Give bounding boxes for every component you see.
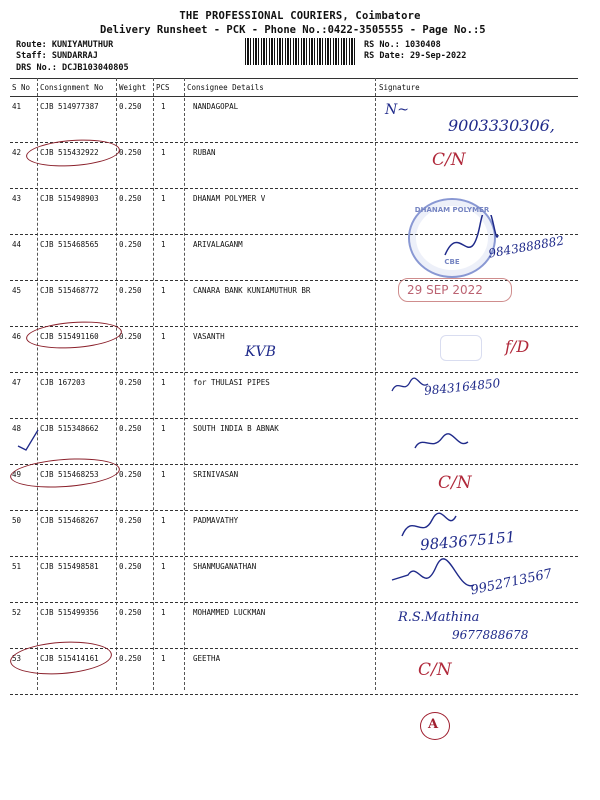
col-weight: Weight (119, 83, 147, 92)
row-weight: 0.250 (119, 516, 142, 525)
row-pcs: 1 (161, 608, 166, 617)
row-consignment-no: CJB 515468565 (40, 240, 99, 249)
handwritten-phone: 9843888882 (487, 233, 565, 261)
row-consignee: NANDAGOPAL (193, 102, 239, 111)
row-consignee: CANARA BANK KUNIAMUTHUR BR (193, 286, 311, 295)
handwritten-tick (16, 428, 40, 452)
handwritten-phone: 9843164850 (423, 376, 501, 398)
row-weight: 0.250 (119, 608, 142, 617)
row-consignee: VASANTH (193, 332, 225, 341)
col-signature: Signature (379, 83, 420, 92)
row-pcs: 1 (161, 240, 166, 249)
row-weight: 0.250 (119, 194, 142, 203)
row-weight: 0.250 (119, 424, 142, 433)
row-consignment-no: CJB 515498581 (40, 562, 99, 571)
row-consignee: SRINIVASAN (193, 470, 239, 479)
row-sno: 53 (12, 654, 22, 663)
date-stamp (398, 278, 512, 302)
handwritten-mark (420, 712, 450, 740)
row-consignee: ARIVALAGANM (193, 240, 243, 249)
row-consignment-no: CJB 514977387 (40, 102, 99, 111)
row-weight: 0.250 (119, 102, 142, 111)
row-consignee: SOUTH INDIA B ABNAK (193, 424, 279, 433)
row-weight: 0.250 (119, 378, 142, 387)
table-row (0, 234, 600, 280)
row-sno: 45 (12, 286, 22, 295)
row-consignment-no: CJB 515468772 (40, 286, 99, 295)
table-row (0, 188, 600, 234)
row-weight: 0.250 (119, 562, 142, 571)
row-pcs: 1 (161, 424, 166, 433)
table-row (0, 418, 600, 464)
row-weight: 0.250 (119, 240, 142, 249)
handwritten-phone: 9952713567 (469, 566, 554, 599)
row-sno: 47 (12, 378, 22, 387)
handwritten-phone: 9003330306, (448, 116, 555, 135)
row-weight: 0.250 (119, 470, 142, 479)
row-sno: 48 (12, 424, 22, 433)
staff-label: Staff: SUNDARRAJ (16, 51, 98, 61)
col-pcs: PCS (156, 83, 170, 92)
handwritten-note: C/N (438, 473, 472, 493)
handwritten-signature: N~ (385, 102, 409, 118)
row-pcs: 1 (161, 148, 166, 157)
row-pcs: 1 (161, 194, 166, 203)
drs-label: DRS No.: DCJB103040805 (16, 63, 129, 73)
row-pcs: 1 (161, 286, 166, 295)
row-weight: 0.250 (119, 148, 142, 157)
row-consignment-no: CJB 515468267 (40, 516, 99, 525)
route-label: Route: KUNIYAMUTHUR (16, 40, 114, 50)
handwritten-signature (388, 555, 478, 600)
table-header (0, 78, 600, 98)
row-consignment-no: CJB 515414161 (40, 654, 99, 663)
handwritten-signature (412, 430, 472, 456)
handwritten-note: KVB (245, 344, 276, 360)
document-subtitle: Delivery Runsheet - PCK - Phone No.:0422-3505555 - Page No.:5 (100, 24, 486, 36)
rs-no-label: RS No.: 1030408 (364, 40, 441, 50)
row-consignee: MOHAMMED LUCKMAN (193, 608, 266, 617)
row-sno: 52 (12, 608, 22, 617)
handwritten-note: f/D (505, 337, 530, 356)
handwritten-phone: 9843675151 (419, 527, 517, 555)
row-pcs: 1 (161, 102, 166, 111)
stamp-text: CBE (444, 258, 460, 266)
col-consignee: Consignee Details (187, 83, 264, 92)
row-sno: 41 (12, 102, 22, 111)
row-consignment-no: CJB 515348662 (40, 424, 99, 433)
row-pcs: 1 (161, 470, 166, 479)
row-consignee: GEETHA (193, 654, 221, 663)
col-consignment: Consignment No (40, 83, 104, 92)
row-pcs: 1 (161, 654, 166, 663)
row-consignment-no: CJB 515432922 (40, 148, 99, 157)
row-consignment-no: CJB 515499356 (40, 608, 99, 617)
row-consignment-no: CJB 167203 (40, 378, 86, 387)
table-row (0, 372, 600, 418)
row-pcs: 1 (161, 516, 166, 525)
row-pcs: 1 (161, 562, 166, 571)
row-sno: 42 (12, 148, 22, 157)
handwritten-mark-text: A (428, 717, 439, 732)
handwritten-note: C/N (418, 660, 452, 680)
barcode (245, 38, 355, 65)
handwritten-note: C/N (432, 150, 466, 170)
row-sno: 49 (12, 470, 22, 479)
row-sno: 50 (12, 516, 22, 525)
col-sno: S No (12, 83, 31, 92)
row-consignee: SHANMUGANATHAN (193, 562, 257, 571)
row-consignee: for THULASI PIPES (193, 378, 270, 387)
row-consignee: RUBAN (193, 148, 216, 157)
document-title: THE PROFESSIONAL COURIERS, Coimbatore (179, 10, 421, 22)
row-consignment-no: CJB 515498903 (40, 194, 99, 203)
row-consignee: DHANAM POLYMER V (193, 194, 266, 203)
rs-date-label: RS Date: 29-Sep-2022 (364, 51, 467, 61)
row-pcs: 1 (161, 378, 166, 387)
row-separator (10, 694, 578, 695)
handwritten-phone: 9677888678 (452, 628, 529, 642)
row-consignment-no: CJB 515468253 (40, 470, 99, 479)
row-weight: 0.250 (119, 286, 142, 295)
row-weight: 0.250 (119, 654, 142, 663)
row-sno: 51 (12, 562, 22, 571)
faint-stamp (440, 335, 482, 361)
row-consignee: PADMAVATHY (193, 516, 239, 525)
stamp-text: DHANAM POLYMER (414, 206, 490, 214)
row-weight: 0.250 (119, 332, 142, 341)
date-stamp-text: 29 SEP 2022 (407, 283, 483, 297)
row-pcs: 1 (161, 332, 166, 341)
row-sno: 43 (12, 194, 22, 203)
row-consignment-no: CJB 515491160 (40, 332, 99, 341)
row-sno: 46 (12, 332, 22, 341)
row-sno: 44 (12, 240, 22, 249)
handwritten-name: R.S.Mathina (398, 610, 480, 625)
